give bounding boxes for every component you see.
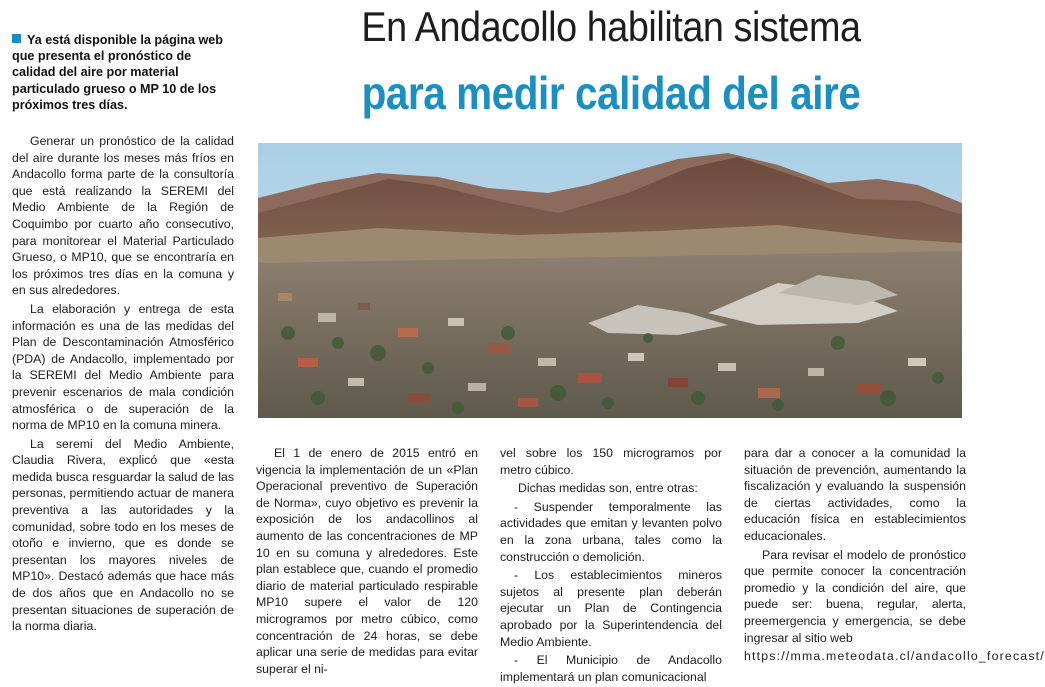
lead-paragraph bbox=[12, 32, 234, 113]
column-4 bbox=[744, 445, 1045, 667]
col4-paragraph-2: Para revisar el modelo de pronóstico que permite conocer la concentración promedio y la condición del aire, que puede ser: buena, regular, alerta, preemergencia y emergencia, se debe ingresar al sitio web bbox=[744, 547, 966, 645]
col3-list-item-2: - Los establecimientos mineros sujetos al presente plan deberán ejecutar un Plan de Contingencia aprobado por la Superintendencia del Medio Ambiente. bbox=[500, 568, 722, 649]
column-2 bbox=[256, 445, 478, 679]
column-1 bbox=[12, 133, 234, 637]
col2-paragraph-1: El 1 de enero de 2015 entró en vigencia la implementación de un «Plan Operacional preventivo de Superación de Norma», cuyo objetivo es prevenir la exposición de los andacollinos al aumento de las concentraciones de MP 10 en su comuna y alrededores. Este plan establece que, cuando el promedio diario de material particulado respirable MP10 supere el valor de 120 microgramos por metro cúbico, como concentración de 24 horas, se debe aplicar una serie de medidas para evitar superar el ni- bbox=[256, 446, 478, 676]
col3-list-item-1: - Suspender temporalmente las actividades que emitan y levanten polvo en la zona urbana, tales como la construcción o demolición. bbox=[500, 499, 722, 564]
column-3 bbox=[500, 445, 722, 687]
col4-paragraph-1: para dar a conocer a la comunidad la situación de prevención, aumentando la fiscalización y evaluando la suspensión de ciertas actividades, como la educación física en establecimientos educacionales. bbox=[744, 446, 966, 543]
lead-text: Ya está disponible la página web que presenta el pronóstico de calidad del aire por material particulado grueso o MP 10 de los próximos tres días. bbox=[12, 33, 223, 112]
col1-paragraph-1: Generar un pronóstico de la calidad del aire durante los meses más fríos en Andacollo forma parte de la consultoría que está realizando la SEREMI del Medio Ambiente de la Región de Coquimbo por cuarto año consecutivo, para monitorear el Material Particulado Grueso, o MP10, que se encontraría en los próximos tres días en la comuna y en sus alrededores. bbox=[12, 134, 234, 298]
col3-paragraph-1: vel sobre los 150 microgramos por metro cúbico. bbox=[500, 446, 722, 477]
col1-paragraph-3: La seremi del Medio Ambiente, Claudia Rivera, explicó que «esta medida busca resguardar la salud de las personas, permitiendo actuar de manera preventiva a las autoridades y la comunidad, sobre todo en los meses de otoño e invierno, que es donde se presentan los mayores niveles de MP10». Destacó además que hace más de dos años que en Andacollo no se presentan situaciones de superación de la norma diaria. bbox=[12, 436, 234, 634]
forecast-url: https://mma.meteodata.cl/andacollo_forecast/ bbox=[744, 649, 1045, 664]
bullet-square-icon bbox=[12, 34, 21, 43]
andacollo-landscape-image bbox=[258, 143, 962, 418]
col3-list-item-3: - El Municipio de Andacollo implementará un plan comunicacional bbox=[500, 653, 722, 684]
col1-paragraph-2: La elaboración y entrega de esta información es una de las medidas del Plan de Descontaminación Atmosférico (PDA) de Andacollo, implementado por la SEREMI del Medio Ambiente para prevenir escenarios de mala condición atmosférica o de superación de la norma de MP10 en la comuna minera. bbox=[12, 301, 234, 433]
headline-line-1: En Andacollo habilitan sistema bbox=[361, 3, 861, 50]
headline-line-2: para medir calidad del aire bbox=[361, 67, 861, 119]
col3-paragraph-2: Dichas medidas son, entre otras: bbox=[518, 481, 698, 496]
andacollo-photo bbox=[258, 143, 962, 418]
